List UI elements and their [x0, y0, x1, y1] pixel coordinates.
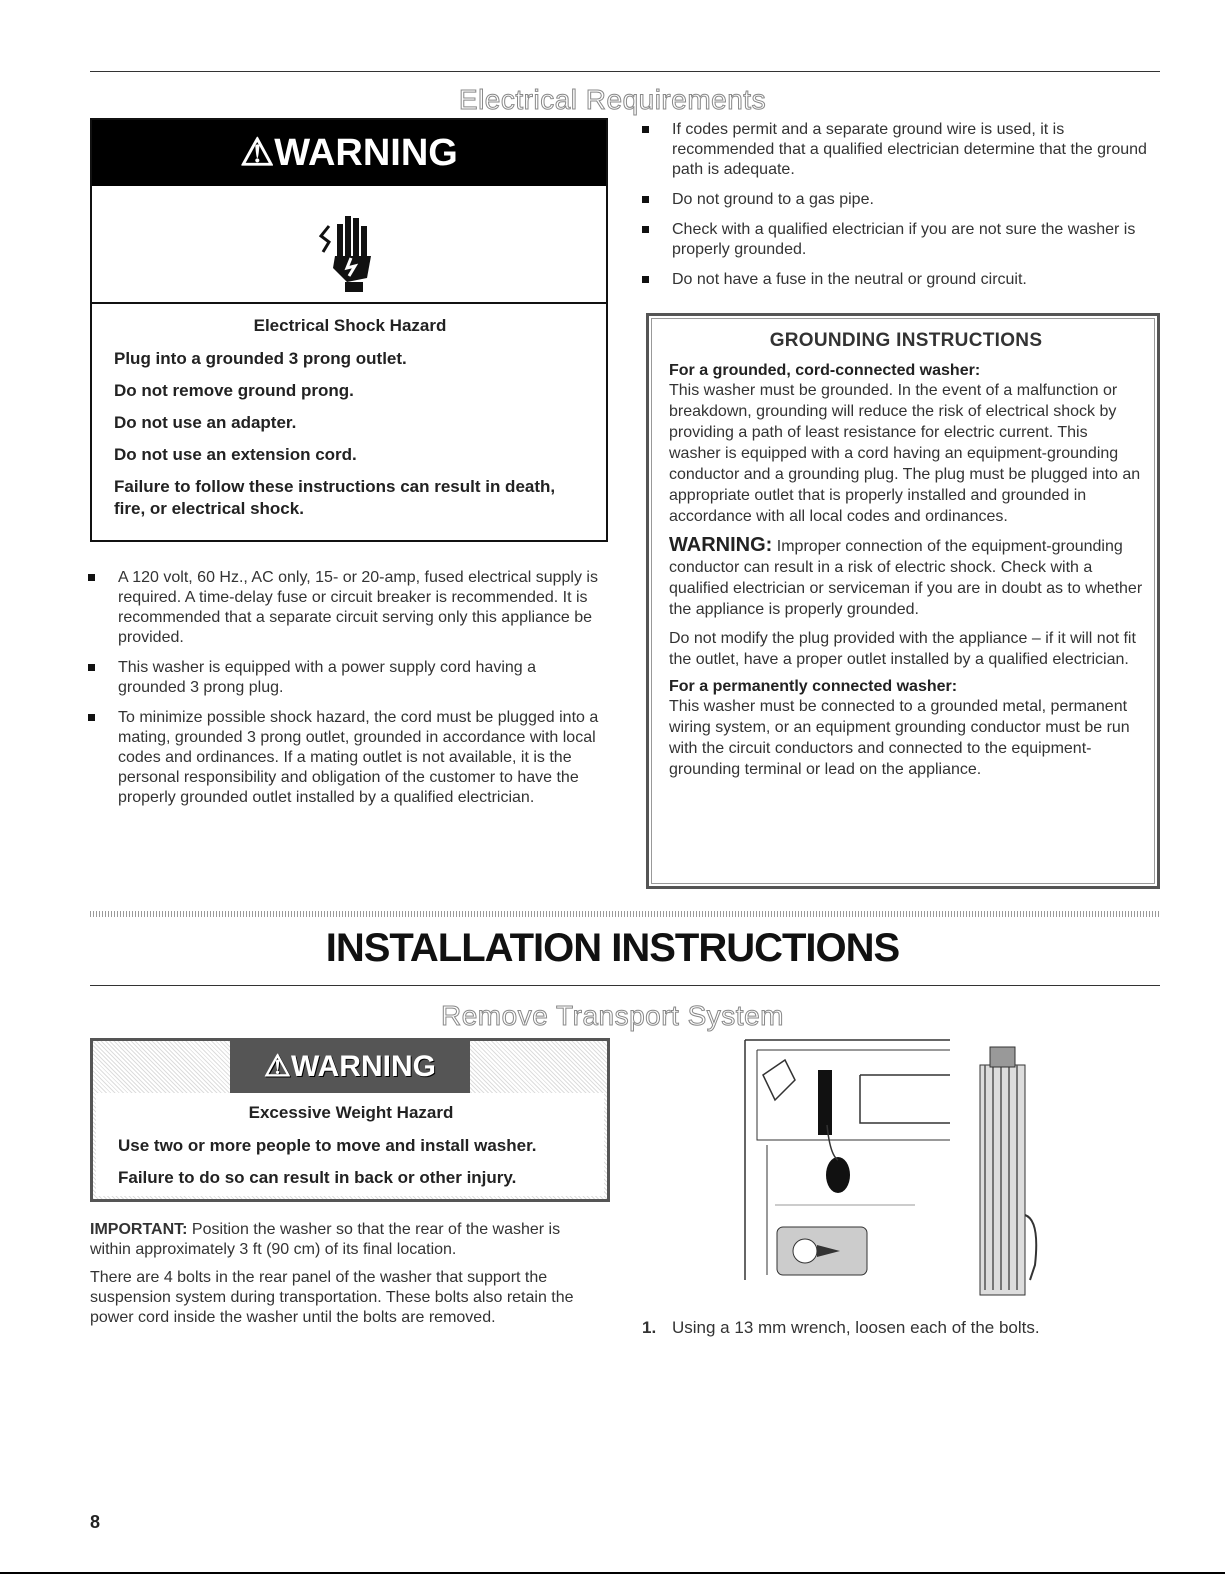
warning-line: Do not remove ground prong.: [114, 381, 354, 400]
installation-text: [90, 1220, 604, 1336]
step-text: Using a 13 mm wrench, loosen each of the bolts.: [672, 1318, 1040, 1337]
warning-triangle-icon: ⚠: [264, 1050, 291, 1083]
installation-rule: [90, 985, 1160, 986]
section-divider: [90, 911, 1160, 917]
grounding-warning: [669, 535, 1143, 620]
grounding-warning-label: WARNING:: [669, 534, 773, 556]
list-item: Do not ground to a gas pipe.: [640, 190, 1160, 210]
cord-connected-text: This washer must be grounded. In the event of a malfunction or breakdown, grounding will reduce the risk of electrical shock by providing a path of least resistance for electric current. This washer is equipped with a cord having an equipment-grounding conductor and a grounding plug. The plug must be plugged into an appropriate outlet that is properly installed and grounded in accordance with all local codes and ordinances.: [669, 382, 1141, 525]
list-item: This washer is equipped with a power supply cord having a grounded 3 prong plug.: [86, 658, 606, 698]
bolts-paragraph: There are 4 bolts in the rear panel of the washer that support the suspension system during transportation. These bolts also retain the power cord inside the washer until the bolts are removed.: [90, 1269, 574, 1326]
warning-banner: [230, 1041, 470, 1093]
warning-banner-text: WARNING: [290, 1050, 436, 1083]
list-item: To minimize possible shock hazard, the cord must be plugged into a mating, grounded 3 prong outlet, grounded in accordance with local codes and ordinances. If a mating outlet is not available, it is the personal responsibility and obligation of the customer to have the properly grounded outlet installed by a qualified electrician.: [86, 708, 606, 808]
section-title-transport: Remove Transport System: [441, 1000, 784, 1031]
electrical-shock-icon: [92, 186, 606, 304]
permanent-heading: For a permanently connected washer:: [669, 678, 958, 695]
hazard-title: Electrical Shock Hazard: [253, 316, 447, 335]
step-1: [642, 1318, 1162, 1338]
grounding-warning-text: Improper connection of the equipment-grounding conductor can result in a risk of electric shock. Check with a qualified electrician or serviceman if you are in doubt as to whether the appliance is properly grounded.: [669, 538, 1143, 618]
list-item: A 120 volt, 60 Hz., AC only, 15- or 20-amp, fused electrical supply is required. A time-delay fuse or circuit breaker is recommended. It is recommended that a separate circuit serving only this appliance be provided.: [86, 568, 606, 648]
page-number: 8: [90, 1512, 101, 1532]
transport-bolt-illustration: [735, 1035, 1055, 1305]
grounding-instructions-box: [646, 313, 1160, 889]
important-paragraph: [90, 1220, 604, 1260]
electrical-warning-box: [90, 118, 608, 542]
grounding-title: GROUNDING INSTRUCTIONS: [769, 330, 1043, 351]
permanent-text: This washer must be connected to a grounded metal, permanent wiring system, or an equipment grounding conductor must be run with the circuit conductors and connected to the equipment-grounding terminal or lead on the appliance.: [669, 698, 1130, 778]
warning-line: Failure to follow these instructions can result in death, fire, or electrical shock.: [114, 477, 556, 518]
warning-line: Do not use an adapter.: [114, 413, 297, 432]
installation-title: INSTALLATION INSTRUCTIONS: [325, 926, 900, 970]
warning-triangle-icon: ⚠: [240, 132, 275, 174]
list-item: If codes permit and a separate ground wire is used, it is recommended that a qualified electrician determine that the ground path is adequate.: [640, 120, 1160, 180]
cord-connected-heading: For a grounded, cord-connected washer:: [669, 362, 981, 379]
weight-warning-box: [90, 1038, 610, 1202]
step-number: 1.: [642, 1318, 657, 1337]
section-title-electrical: Electrical Requirements: [458, 84, 767, 115]
list-item: Do not have a fuse in the neutral or ground circuit.: [640, 270, 1160, 290]
important-label: IMPORTANT:: [90, 1221, 188, 1238]
bottom-rule: [0, 1572, 1225, 1574]
warning-line: Plug into a grounded 3 prong outlet.: [114, 349, 407, 368]
warning-banner-text: WARNING: [274, 132, 458, 174]
warning-line: Failure to do so can result in back or other injury.: [118, 1168, 517, 1187]
top-rule: [90, 71, 1160, 72]
warning-line: Do not use an extension cord.: [114, 445, 357, 464]
warning-banner: [92, 120, 606, 186]
modify-plug-text: Do not modify the plug provided with the appliance – if it will not fit the outlet, have a proper outlet installed by a qualified electrician.: [669, 630, 1136, 668]
warning-line: Use two or more people to move and install washer.: [118, 1136, 537, 1155]
electrical-right-bullets: [640, 120, 1160, 300]
hazard-title: Excessive Weight Hazard: [248, 1103, 454, 1122]
list-item: Check with a qualified electrician if you are not sure the washer is properly grounded.: [640, 220, 1160, 260]
important-text: Position the washer so that the rear of the washer is within approximately 3 ft (90 cm) of its final location.: [90, 1221, 561, 1258]
electrical-left-bullets: [86, 568, 606, 818]
